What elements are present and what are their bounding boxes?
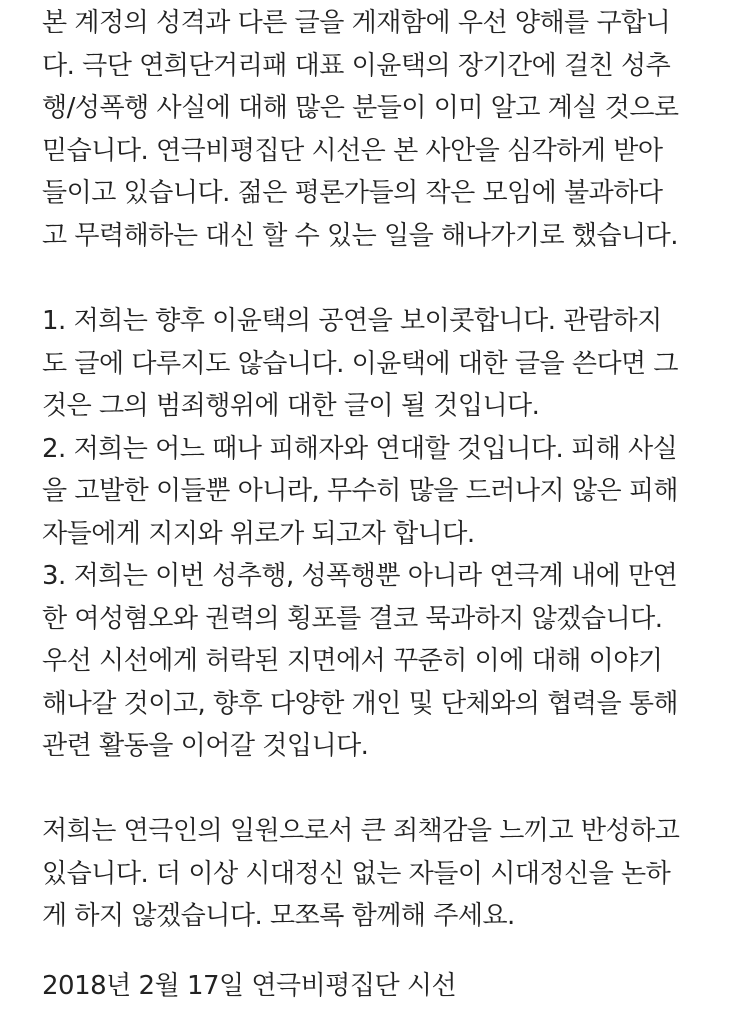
text-line: 저희는 연극인의 일원으로서 큰 죄책감을 느끼고 반성하고 bbox=[42, 816, 680, 846]
text-line: 들이고 있습니다. 젊은 평론가들의 작은 모임에 불과하다 bbox=[42, 178, 663, 208]
text-line: 본 계정의 성격과 다른 글을 게재함에 우선 양해를 구합니 bbox=[42, 8, 671, 38]
text-line: 것은 그의 범죄행위에 대한 글이 될 것입니다. bbox=[42, 391, 540, 421]
text-line: 믿습니다. 연극비평집단 시선은 본 사안을 심각하게 받아 bbox=[42, 136, 663, 166]
text-line: 고 무력해하는 대신 할 수 있는 일을 해나가기로 했습니다. bbox=[42, 221, 679, 251]
text-line: 한 여성혐오와 권력의 횡포를 결코 묵과하지 않겠습니다. bbox=[42, 604, 663, 634]
text-line: 해나갈 것이고, 향후 다양한 개인 및 단체와의 협력을 통해 bbox=[42, 689, 679, 719]
text-line: 3. 저희는 이번 성추행, 성폭행뿐 아니라 연극계 내에 만연 bbox=[42, 561, 678, 591]
text-line: 2. 저희는 어느 때나 피해자와 연대할 것입니다. 피해 사실 bbox=[42, 434, 678, 464]
text-line: 우선 시선에게 허락된 지면에서 꾸준히 이에 대해 이야기 bbox=[42, 646, 663, 676]
text-line: 관련 활동을 이어갈 것입니다. bbox=[42, 731, 369, 761]
text-line: 행/성폭행 사실에 대해 많은 분들이 이미 알고 계실 것으로 bbox=[42, 93, 679, 123]
text-line: 1. 저희는 향후 이윤택의 공연을 보이콧합니다. 관람하지 bbox=[42, 306, 662, 336]
text-line: 게 하지 않겠습니다. 모쪼록 함께해 주세요. bbox=[42, 901, 515, 931]
text-line: 다. 극단 연희단거리패 대표 이윤택의 장기간에 걸친 성추 bbox=[42, 51, 671, 81]
text-line: 도 글에 다루지도 않습니다. 이윤택에 대한 글을 쓴다면 그 bbox=[42, 349, 679, 379]
text-line: 을 고발한 이들뿐 아니라, 무수히 많을 드러나지 않은 피해 bbox=[42, 476, 679, 506]
text-line: 있습니다. 더 이상 시대정신 없는 자들이 시대정신을 논하 bbox=[42, 859, 671, 889]
text-line: 자들에게 지지와 위로가 되고자 합니다. bbox=[42, 519, 475, 549]
signature-line: 2018년 2월 17일 연극비평집단 시선 bbox=[42, 971, 457, 1001]
